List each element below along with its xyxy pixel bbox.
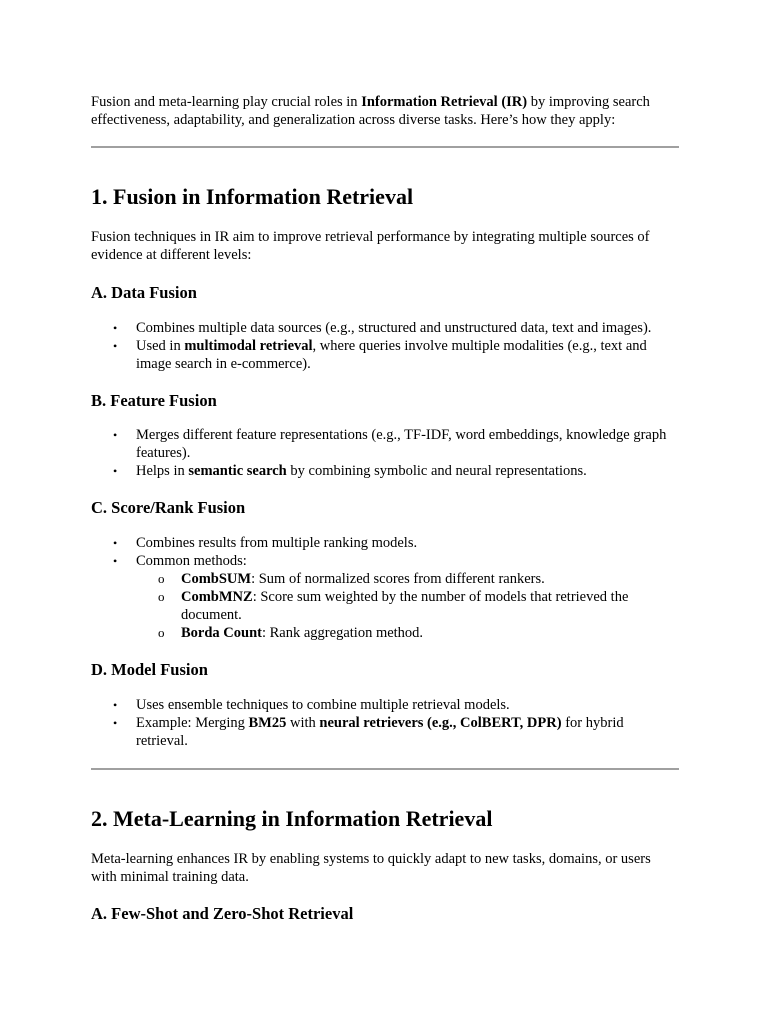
sub-list-text: : Rank aggregation method. <box>261 625 424 641</box>
subheading-few-shot: A. Few-Shot and Zero-Shot Retrieval <box>91 904 354 923</box>
list-item-text: by combining symbolic and neural representations. <box>286 463 587 479</box>
bold-term: CombMNZ <box>181 589 253 605</box>
list-item-text: Used in <box>136 338 185 354</box>
section-heading-meta-learning: 2. Meta-Learning in Information Retrieval <box>91 806 493 831</box>
intro-text-end: by improving search effectiveness, adaptability, and generalization across diverse tasks. Here’s how they apply: <box>91 94 650 128</box>
sub-list-text: : Sum of normalized scores from different rankers. <box>251 571 545 587</box>
bullet-icon: • <box>113 716 118 730</box>
bold-term: Borda Count <box>181 625 262 641</box>
bullet-icon: • <box>113 321 118 335</box>
list-item <box>91 552 679 642</box>
document-page <box>91 93 679 925</box>
list-item <box>91 696 679 714</box>
subheading-model-fusion: D. Model Fusion <box>91 660 208 679</box>
fusion-intro: Fusion techniques in IR aim to improve retrieval performance by integrating multiple sources of evidence at different levels: <box>91 229 650 263</box>
circle-bullet-icon: o <box>158 625 165 640</box>
list-item-text: Merges different feature representations (e.g., TF-IDF, word embeddings, knowledge graph features). <box>136 427 667 461</box>
circle-bullet-icon: o <box>158 571 165 586</box>
bullet-icon: • <box>113 428 118 442</box>
list-item-text: for hybrid retrieval. <box>136 715 624 749</box>
list-item-text: Common methods: <box>136 553 247 569</box>
bold-term: BM25 <box>248 715 287 731</box>
list-item <box>91 462 679 480</box>
sub-list-item <box>136 588 679 624</box>
sub-list-text: : Score sum weighted by the number of models that retrieved the document. <box>181 589 629 623</box>
list-item <box>91 714 679 750</box>
bold-term: CombSUM <box>181 571 252 587</box>
bold-term: neural retrievers (e.g., ColBERT, DPR) <box>319 715 562 731</box>
list-data-fusion <box>91 319 679 373</box>
list-item-text: , where queries involve multiple modalities (e.g., text and image search in e-commerce). <box>136 338 647 372</box>
bold-term: multimodal retrieval <box>184 338 313 354</box>
list-item-text: Combines results from multiple ranking models. <box>136 535 418 551</box>
circle-bullet-icon: o <box>158 589 165 604</box>
list-item <box>91 337 679 373</box>
sub-list-methods <box>136 570 679 642</box>
list-item <box>91 319 679 337</box>
bullet-icon: • <box>113 698 118 712</box>
subheading-feature-fusion: B. Feature Fusion <box>91 391 217 410</box>
list-item-text: Example: Merging <box>136 715 249 731</box>
meta-learning-intro: Meta-learning enhances IR by enabling systems to quickly adapt to new tasks, domains, or users with minimal training data. <box>91 851 651 885</box>
subheading-score-rank-fusion: C. Score/Rank Fusion <box>91 498 246 517</box>
list-score-rank-fusion <box>91 534 679 642</box>
intro-text: Fusion and meta-learning play crucial roles in <box>91 94 362 110</box>
bullet-icon: • <box>113 554 118 568</box>
bullet-icon: • <box>113 536 118 550</box>
list-item-text: Helps in <box>136 463 189 479</box>
bullet-icon: • <box>113 464 118 478</box>
list-item-text: Uses ensemble techniques to combine multiple retrieval models. <box>136 697 510 713</box>
bold-term: semantic search <box>188 463 287 479</box>
subheading-data-fusion: A. Data Fusion <box>91 283 197 302</box>
list-item-text: with <box>286 715 320 731</box>
list-item <box>91 534 679 552</box>
list-item-text: Combines multiple data sources (e.g., structured and unstructured data, text and images). <box>136 320 652 336</box>
intro-bold-ir: Information Retrieval (IR) <box>361 94 528 110</box>
intro-paragraph <box>91 93 679 129</box>
list-item <box>91 426 679 462</box>
sub-list-item <box>136 570 679 588</box>
sub-list-item <box>136 624 679 642</box>
list-feature-fusion <box>91 426 679 480</box>
bullet-icon: • <box>113 339 118 353</box>
list-model-fusion <box>91 696 679 750</box>
section-heading-fusion: 1. Fusion in Information Retrieval <box>91 184 414 209</box>
